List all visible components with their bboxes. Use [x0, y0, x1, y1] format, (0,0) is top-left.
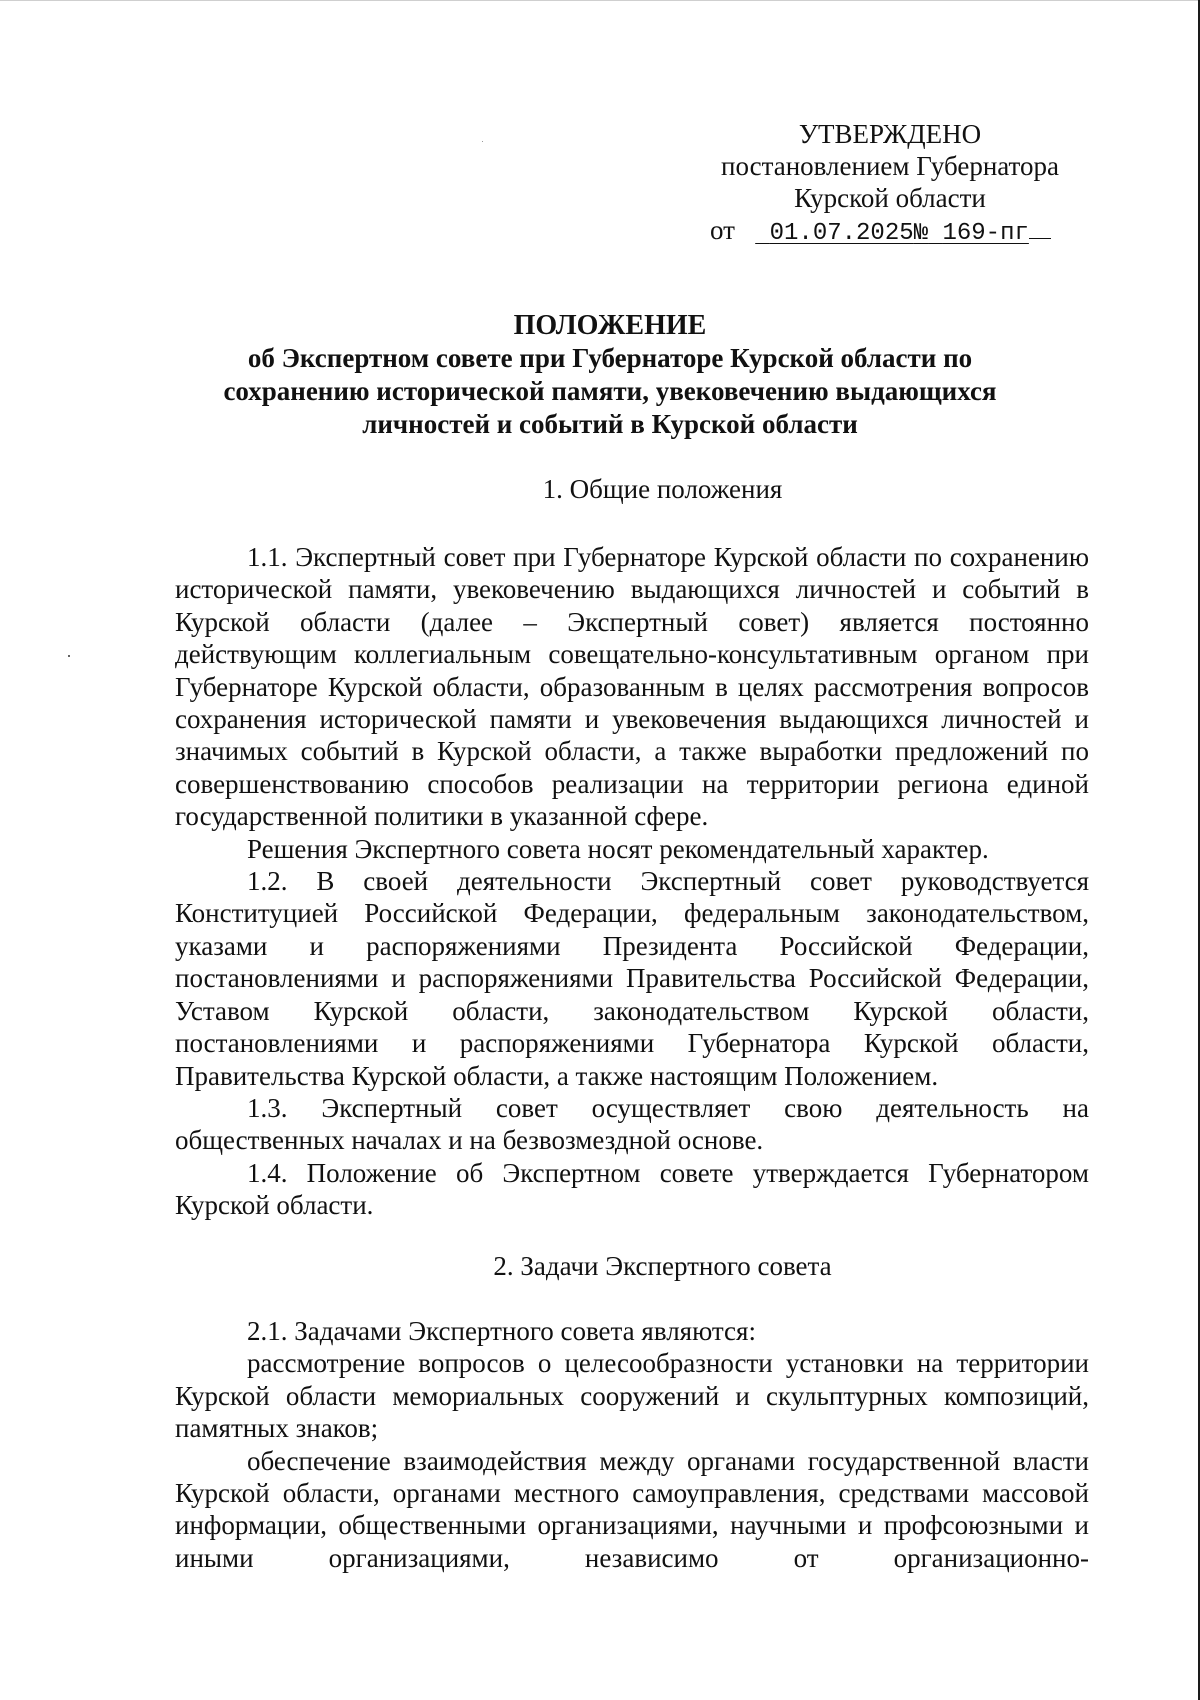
document-title: ПОЛОЖЕНИЕ — [513, 310, 707, 341]
approval-number: 169-пг — [942, 220, 1029, 247]
paragraph-2-1: 2.1. Задачами Экспертного совета являются: — [247, 1316, 756, 1346]
approval-line-1: постановлением Губернатора — [721, 151, 1059, 181]
approval-underline-trail — [1029, 237, 1051, 239]
document-subtitle-line-2: сохранению исторической памяти, увековечению выдающихся — [223, 376, 997, 406]
section-2-body — [175, 1315, 1089, 1574]
scan-speck — [482, 141, 483, 142]
approval-date-line — [700, 214, 1080, 250]
section-1-heading: 1. Общие положения — [542, 474, 783, 504]
scan-speck — [68, 655, 70, 657]
task-item-2: обеспечение взаимодействия между органами государственной власти Курской области, органами местного самоуправления, средствами массовой информации, общественными организациями, научными и профсоюзными и иными организациями, независимо от организационно- — [175, 1445, 1089, 1573]
paragraph-1-3: 1.3. Экспертный совет осуществляет свою деятельность на общественных началах и на безвозмездной основе. — [175, 1092, 1089, 1156]
section-2-heading: 2. Задачи Экспертного совета — [493, 1251, 832, 1281]
task-item-1: рассмотрение вопросов о целесообразности установки на территории Курской области мемориальных сооружений и скульптурных композиций, памятных знаков; — [175, 1348, 1089, 1444]
scan-top-edge — [0, 0, 1200, 1]
document-title-block — [160, 309, 1060, 441]
approval-date-prefix: от — [710, 215, 735, 245]
paragraph-1-1: 1.1. Экспертный совет при Губернаторе Курской области по сохранению исторической памяти, увековечению выдающихся личностей и событий в Курской области (далее – Экспертный совет) является постоянно действующим коллегиальным совещательно-консультативным органом при Губернаторе Курской области, образованным в целях рассмотрения вопросов сохранения исторической памяти и увековечения выдающихся личностей и значимых событий в Курской области, а также выработки предложений по совершенствованию способов реализации на территории региона единой государственной политики в указанной сфере. — [175, 542, 1089, 832]
approval-line-2: Курской области — [794, 183, 986, 213]
paragraph-1-1-decisions: Решения Экспертного совета носят рекомендательный характер. — [247, 833, 989, 864]
approval-date: 01.07.2025 — [769, 220, 914, 247]
paragraph-1-4: 1.4. Положение об Экспертном совете утверждается Губернатором Курской области. — [175, 1157, 1089, 1221]
document-subtitle-line-3: личностей и событий в Курской области — [362, 409, 858, 439]
document-subtitle-line-1: об Экспертном совете при Губернаторе Курской области по — [247, 343, 973, 373]
paragraph-1-2: 1.2. В своей деятельности Экспертный совет руководствуется Конституцией Российской Федерации, федеральным законодательством, указами и распоряжениями Президента Российской Федерации, постановлениями и распоряжениями Правительства Российской Федерации, Уставом Курской области, законодательством Курской области, постановлениями и распоряжениями Губернатора Курской области, Правительства Курской области, а также настоящим Положением. — [175, 866, 1089, 1091]
approval-number-sign: № — [913, 220, 929, 247]
section-1-body — [175, 541, 1089, 1222]
approval-block — [700, 118, 1080, 250]
approval-title: УТВЕРЖДЕНО — [798, 119, 982, 149]
